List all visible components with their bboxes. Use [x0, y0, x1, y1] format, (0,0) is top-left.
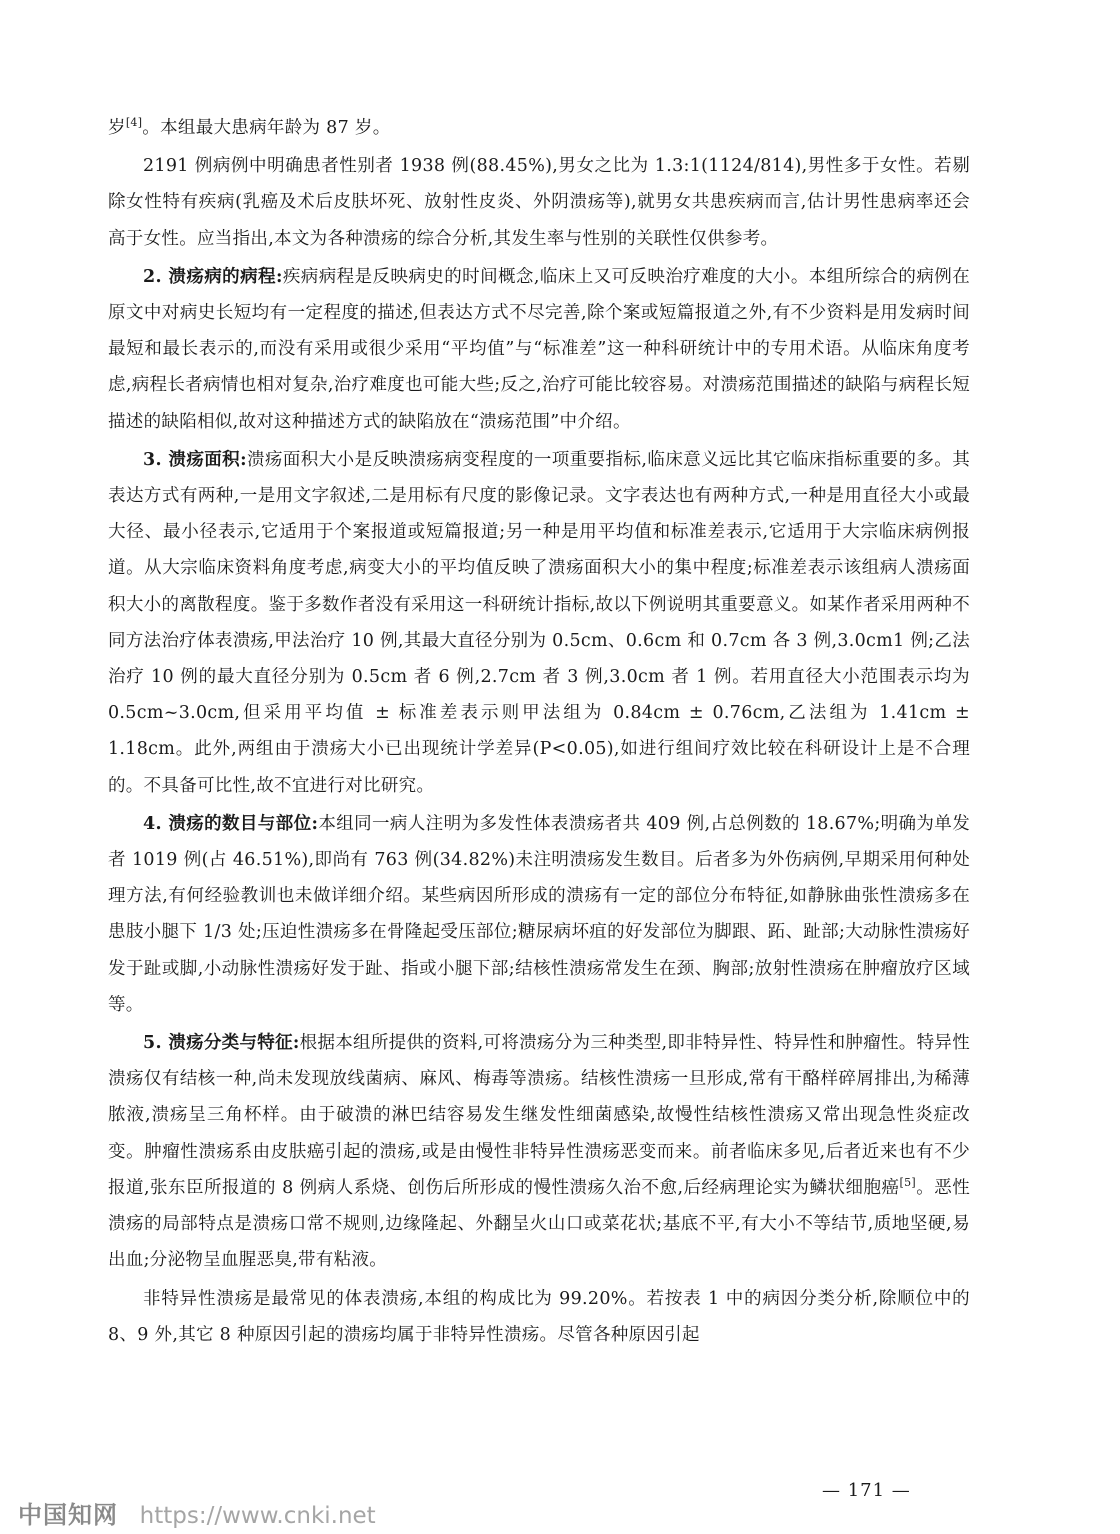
- section-heading-area: 3. 溃疡面积:: [143, 449, 247, 470]
- paragraph-classification-text-cont: 。恶性溃疡的局部特点是溃疡口常不规则,边缘隆起、外翻呈火山口或菜花状;基底不平,有大小不等结节,质地坚硬,易出血;分泌物呈血腥恶臭,带有粘液。: [108, 1177, 971, 1271]
- watermark-url[interactable]: https://www.cnki.net: [139, 1503, 376, 1529]
- watermark-logo-text: 中国知网: [18, 1501, 118, 1529]
- paragraph-gender: [108, 148, 970, 257]
- paragraph-area-text: 溃疡面积大小是反映溃疡病变程度的一项重要指标,临床意义远比其它临床指标重要的多。其表达方式有两种,一是用文字叙述,二是用标有尺度的影像记录。文字表达也有两种方式,一种是用直径大小或最大径、最小径表示,它适用于个案报道或短篇报道;另一种是用平均值和标准差表示,它适用于大宗临床病例报道。从大宗临床资料角度考虑,病变大小的平均值反映了溃疡面积大小的集中程度;标准差表示该组病人溃疡面积大小的离散程度。鉴于多数作者没有采用这一科研统计指标,故以下例说明其重要意义。如某作者采用两种不同方法治疗体表溃疡,甲法治疗 10 例,其最大直径分别为 0.5cm、0.6cm 和 0.7cm 各 3 例,3.0cm1 例;乙法治疗 10 例的最大直径分别为 0.5cm 者 6 例,2.7cm 者 3 例,3.0cm 者 1 例。若用直径大小范围表示均为 0.5cm~3.0cm,但采用平均值 ± 标准差表示则甲法组为 0.84cm ± 0.76cm,乙法组为 1.41cm ± 1.18cm。此外,两组由于溃疡大小已出现统计学差异(P<0.05),如进行组间疗效比较在科研设计上是不合理的。不具备可比性,故不宜进行对比研究。: [108, 449, 970, 796]
- paragraph-age-text: 岁: [108, 118, 126, 138]
- citation-ref-5[interactable]: [5]: [899, 1176, 917, 1190]
- paragraph-nonspecific-text: 非特异性溃疡是最常见的体表溃疡,本组的构成比为 99.20%。若按表 1 中的病因分类分析,除顺位中的 8、9 外,其它 8 种原因引起的溃疡均属于非特异性溃疡。尽管各种原因引起: [108, 1288, 970, 1345]
- paragraph-classification: [108, 1025, 970, 1278]
- paragraph-age-text-cont: 。本组最大患病年龄为 87 岁。: [142, 118, 391, 138]
- paragraph-number-location-text: 本组同一病人注明为多发性体表溃疡者共 409 例,占总例数的 18.67%;明确为单发者 1019 例(占 46.51%),即尚有 763 例(34.82%)未注明溃疡发生数目。后者多为外伤病例,早期采用何种处理方法,有何经验教训也未做详细介绍。某些病因所形成的溃疡有一定的部位分布特征,如静脉曲张性溃疡多在患肢小腿下 1/3 处;压迫性溃疡多在骨隆起受压部位;糖尿病坏疽的好发部位为脚跟、跖、趾部;大动脉性溃疡好发于趾或脚,小动脉性溃疡好发于趾、指或小腿下部;结核性溃疡常发生在颈、胸部;放射性溃疡在肿瘤放疗区域等。: [108, 813, 970, 1015]
- paragraph-area: [108, 442, 970, 804]
- paragraph-course-text: 疾病病程是反映病史的时间概念,临床上又可反映治疗难度的大小。本组所综合的病例在原文中对病史长短均有一定程度的描述,但表达方式不尽完善,除个案或短篇报道之外,有不少资料是用发病时间最短和最长表示的,而没有采用或很少采用“平均值”与“标准差”这一种科研统计中的专用术语。从临床角度考虑,病程长者病情也相对复杂,治疗难度也可能大些;反之,治疗可能比较容易。对溃疡范围描述的缺陷与病程长短描述的缺陷相似,故对这种描述方式的缺陷放在“溃疡范围”中介绍。: [108, 266, 971, 432]
- paragraph-age: [108, 110, 970, 146]
- paragraph-course: [108, 259, 970, 440]
- paragraph-number-location: [108, 806, 970, 1023]
- section-heading-number-location: 4. 溃疡的数目与部位:: [143, 813, 319, 834]
- cnki-watermark: [18, 1495, 376, 1530]
- citation-ref-4[interactable]: [4]: [125, 116, 143, 130]
- paragraph-classification-text: 根据本组所提供的资料,可将溃疡分为三种类型,即非特异性、特异性和肿瘤性。特异性溃疡仅有结核一种,尚未发现放线菌病、麻风、梅毒等溃疡。结核性溃疡一旦形成,常有干酪样碎屑排出,为稀薄脓液,溃疡呈三角杯样。由于破溃的淋巴结容易发生继发性细菌感染,故慢性结核性溃疡又常出现急性炎症改变。肿瘤性溃疡系由皮肤癌引起的溃疡,或是由慢性非特异性溃疡恶变而来。前者临床多见,后者近来也有不少报道,张东臣所报道的 8 例病人系烧、创伤后所形成的慢性溃疡久治不愈,后经病理论实为鳞状细胞癌: [108, 1033, 971, 1198]
- paragraph-gender-text: 2191 例病例中明确患者性别者 1938 例(88.45%),男女之比为 1.3:1(1124/814),男性多于女性。若剔除女性特有疾病(乳癌及术后皮肤坏死、放射性皮炎、外阴溃疡等),就男女共患疾病而言,估计男性患病率还会高于女性。应当指出,本文为各种溃疡的综合分析,其发生率与性别的关联性仅供参考。: [108, 156, 970, 249]
- section-heading-course: 2. 溃疡病的病程:: [143, 266, 283, 287]
- page-number: — 171 —: [822, 1480, 911, 1501]
- body-text: [108, 110, 970, 1355]
- paragraph-nonspecific: [108, 1281, 970, 1353]
- section-heading-classification: 5. 溃疡分类与特征:: [143, 1033, 300, 1054]
